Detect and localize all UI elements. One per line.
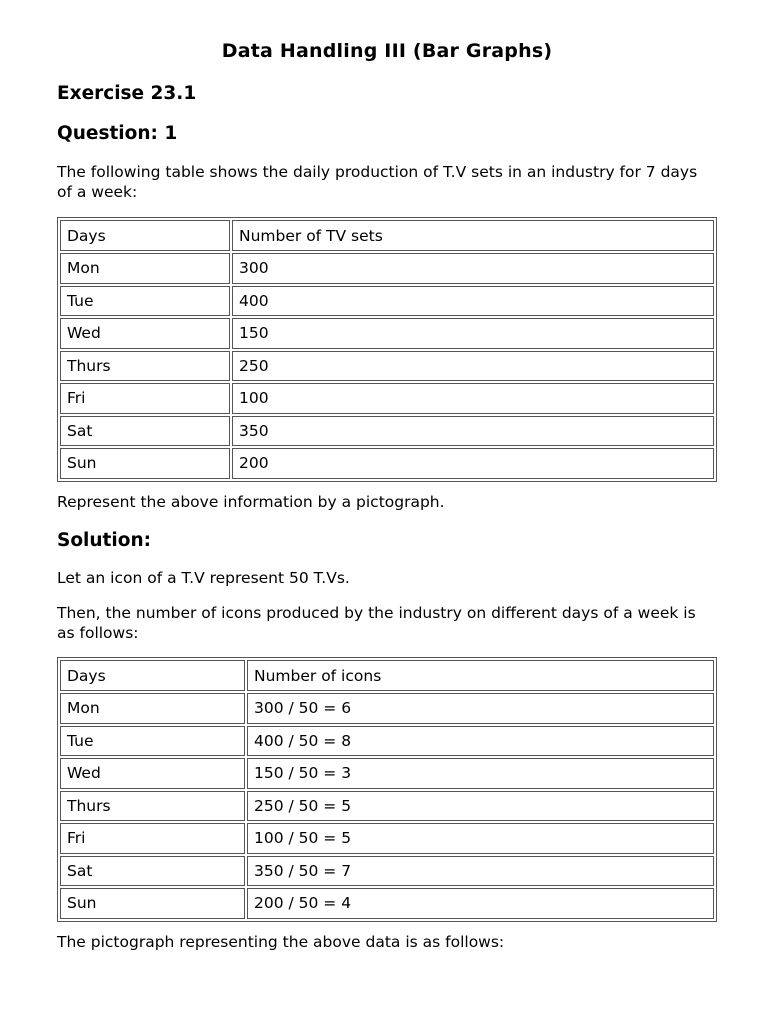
value-cell: 300 / 50 = 6 — [247, 693, 714, 724]
day-cell: Mon — [60, 253, 230, 284]
header-cell-icons: Number of icons — [247, 660, 714, 691]
question-heading: Question: 1 — [57, 123, 178, 144]
value-cell: 350 — [232, 416, 714, 447]
value-cell: 400 — [232, 286, 714, 317]
exercise-heading: Exercise 23.1 — [57, 83, 197, 104]
day-cell: Sat — [60, 856, 245, 887]
table-row — [60, 383, 714, 414]
value-cell: 250 — [232, 351, 714, 382]
value-cell: 100 — [232, 383, 714, 414]
table-row — [60, 888, 714, 919]
day-cell: Tue — [60, 726, 245, 757]
day-cell: Sun — [60, 448, 230, 479]
day-cell: Sat — [60, 416, 230, 447]
table-row — [60, 448, 714, 479]
table-row — [60, 726, 714, 757]
value-cell: 200 — [232, 448, 714, 479]
solution-line-1: Let an icon of a T.V represent 50 T.Vs. — [57, 569, 350, 587]
closing-text: The pictograph representing the above data is as follows: — [57, 933, 505, 951]
day-cell: Fri — [60, 823, 245, 854]
question-text: The following table shows the daily production of T.V sets in an industry for 7 days of a week: — [57, 163, 698, 201]
table-header-row — [60, 220, 714, 251]
icons-table — [57, 657, 717, 922]
value-cell: 350 / 50 = 7 — [247, 856, 714, 887]
table-row — [60, 791, 714, 822]
value-cell: 200 / 50 = 4 — [247, 888, 714, 919]
table-row — [60, 351, 714, 382]
day-cell: Tue — [60, 286, 230, 317]
day-cell: Sun — [60, 888, 245, 919]
day-cell: Fri — [60, 383, 230, 414]
day-cell: Mon — [60, 693, 245, 724]
table-row — [60, 253, 714, 284]
day-cell: Thurs — [60, 791, 245, 822]
header-cell-days: Days — [60, 220, 230, 251]
value-cell: 100 / 50 = 5 — [247, 823, 714, 854]
header-cell-tv-sets: Number of TV sets — [232, 220, 714, 251]
value-cell: 300 — [232, 253, 714, 284]
header-cell-days: Days — [60, 660, 245, 691]
table-row — [60, 286, 714, 317]
value-cell: 150 — [232, 318, 714, 349]
instruction-text: Represent the above information by a pictograph. — [57, 493, 445, 511]
page-title: Data Handling III (Bar Graphs) — [221, 40, 553, 62]
value-cell: 150 / 50 = 3 — [247, 758, 714, 789]
table-row — [60, 416, 714, 447]
day-cell: Thurs — [60, 351, 230, 382]
solution-line-2: Then, the number of icons produced by the industry on different days of a week is as follows: — [57, 604, 696, 642]
table-row — [60, 823, 714, 854]
table-header-row — [60, 660, 714, 691]
day-cell: Wed — [60, 758, 245, 789]
value-cell: 250 / 50 = 5 — [247, 791, 714, 822]
value-cell: 400 / 50 = 8 — [247, 726, 714, 757]
table-row — [60, 693, 714, 724]
solution-heading: Solution: — [57, 530, 152, 551]
tv-production-table — [57, 217, 717, 482]
day-cell: Wed — [60, 318, 230, 349]
table-row — [60, 856, 714, 887]
table-row — [60, 758, 714, 789]
table-row — [60, 318, 714, 349]
